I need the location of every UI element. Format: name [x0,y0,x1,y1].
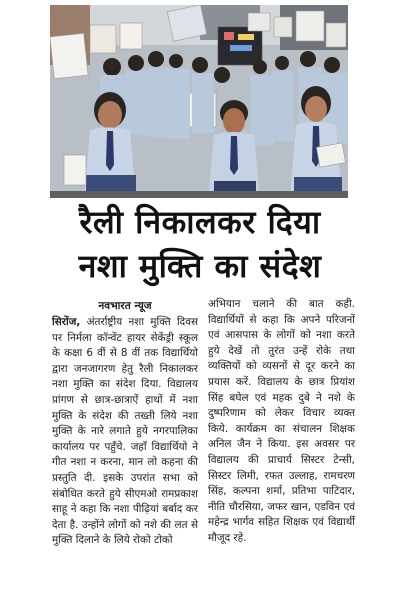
headline-line-2: नशा मुक्ति का संदेश [78,247,322,285]
headline-line-1: रैली निकालकर दिया [79,203,321,241]
rally-photo [50,5,348,198]
dateline: सिरोंज, [52,316,81,328]
article-column-right [208,297,355,547]
byline: नवभारत न्यूज [98,300,152,312]
article-paragraph-left [52,315,198,549]
headline [0,200,400,288]
article-body-right: अभियान चलाने की बात कही. विद्यार्थियों से कहा कि अपने परिजनों एवं आसपास के लोगों को नशा करते हुये देखें तो तुरंत उन्हें रोके तथा व्यक्तियों को व्यसनों से दूर करने का प्रयास करें. विद्यालय के छात्र प्रियांश सिंह बघेल एवं महक दुबे ने नशे के दुष्परिणाम को लेकर विचार व्यक्त किये. कार्यक्रम का संचालन शिक्षक अनिल जैन ने किया. इस अवसर पर विद्यालय की प्राचार्य सिस्टर टेन्सी, सिस्टर लिमी, रफत उल्लाह, रामचरण सिंह, कल्पना शर्मा, प्रतिभा पाटिदार, नीति चौरसिया, जफर खान, एडविन एवं महेन्द्र भार्गव सहित शिक्षक एवं विद्यार्थी मौजूद रहे. [208,298,355,544]
article-body-left: अंतर्राष्ट्रीय नशा मुक्ति दिवस पर निर्मला कॉन्वेंट हायर सेकेंड्री स्कूल के कक्षा 6 वीं से 8 वीं तक विद्यार्थियो द्वारा जनजागरण हेतु रैली निकालकर नशा मुक्ति का संदेश दिया. विद्यालय प्रांगण से छात्र-छात्राऐं हाथों में नशा मुक्ति के संदेश की तख्ती लिये नशा मुक्ति के नारे लगाते हुये नगरपालिका कार्यालय पर पहुँचे. जहाँ विद्यार्थियो ने गीत नशा न करना, मान लो कहना की प्रस्तुति दी. इसके उपरांत सभा को संबोधित करते हुये सीएमओ रामप्रकाश साहू ने कहा कि नशा पीढ़ियां बर्बाद कर देता है. उन्होंने लोगों को नशे की लत से मुक्ति दिलाने के लिये रोको टोको [52,316,198,547]
article-column-left [52,298,198,549]
